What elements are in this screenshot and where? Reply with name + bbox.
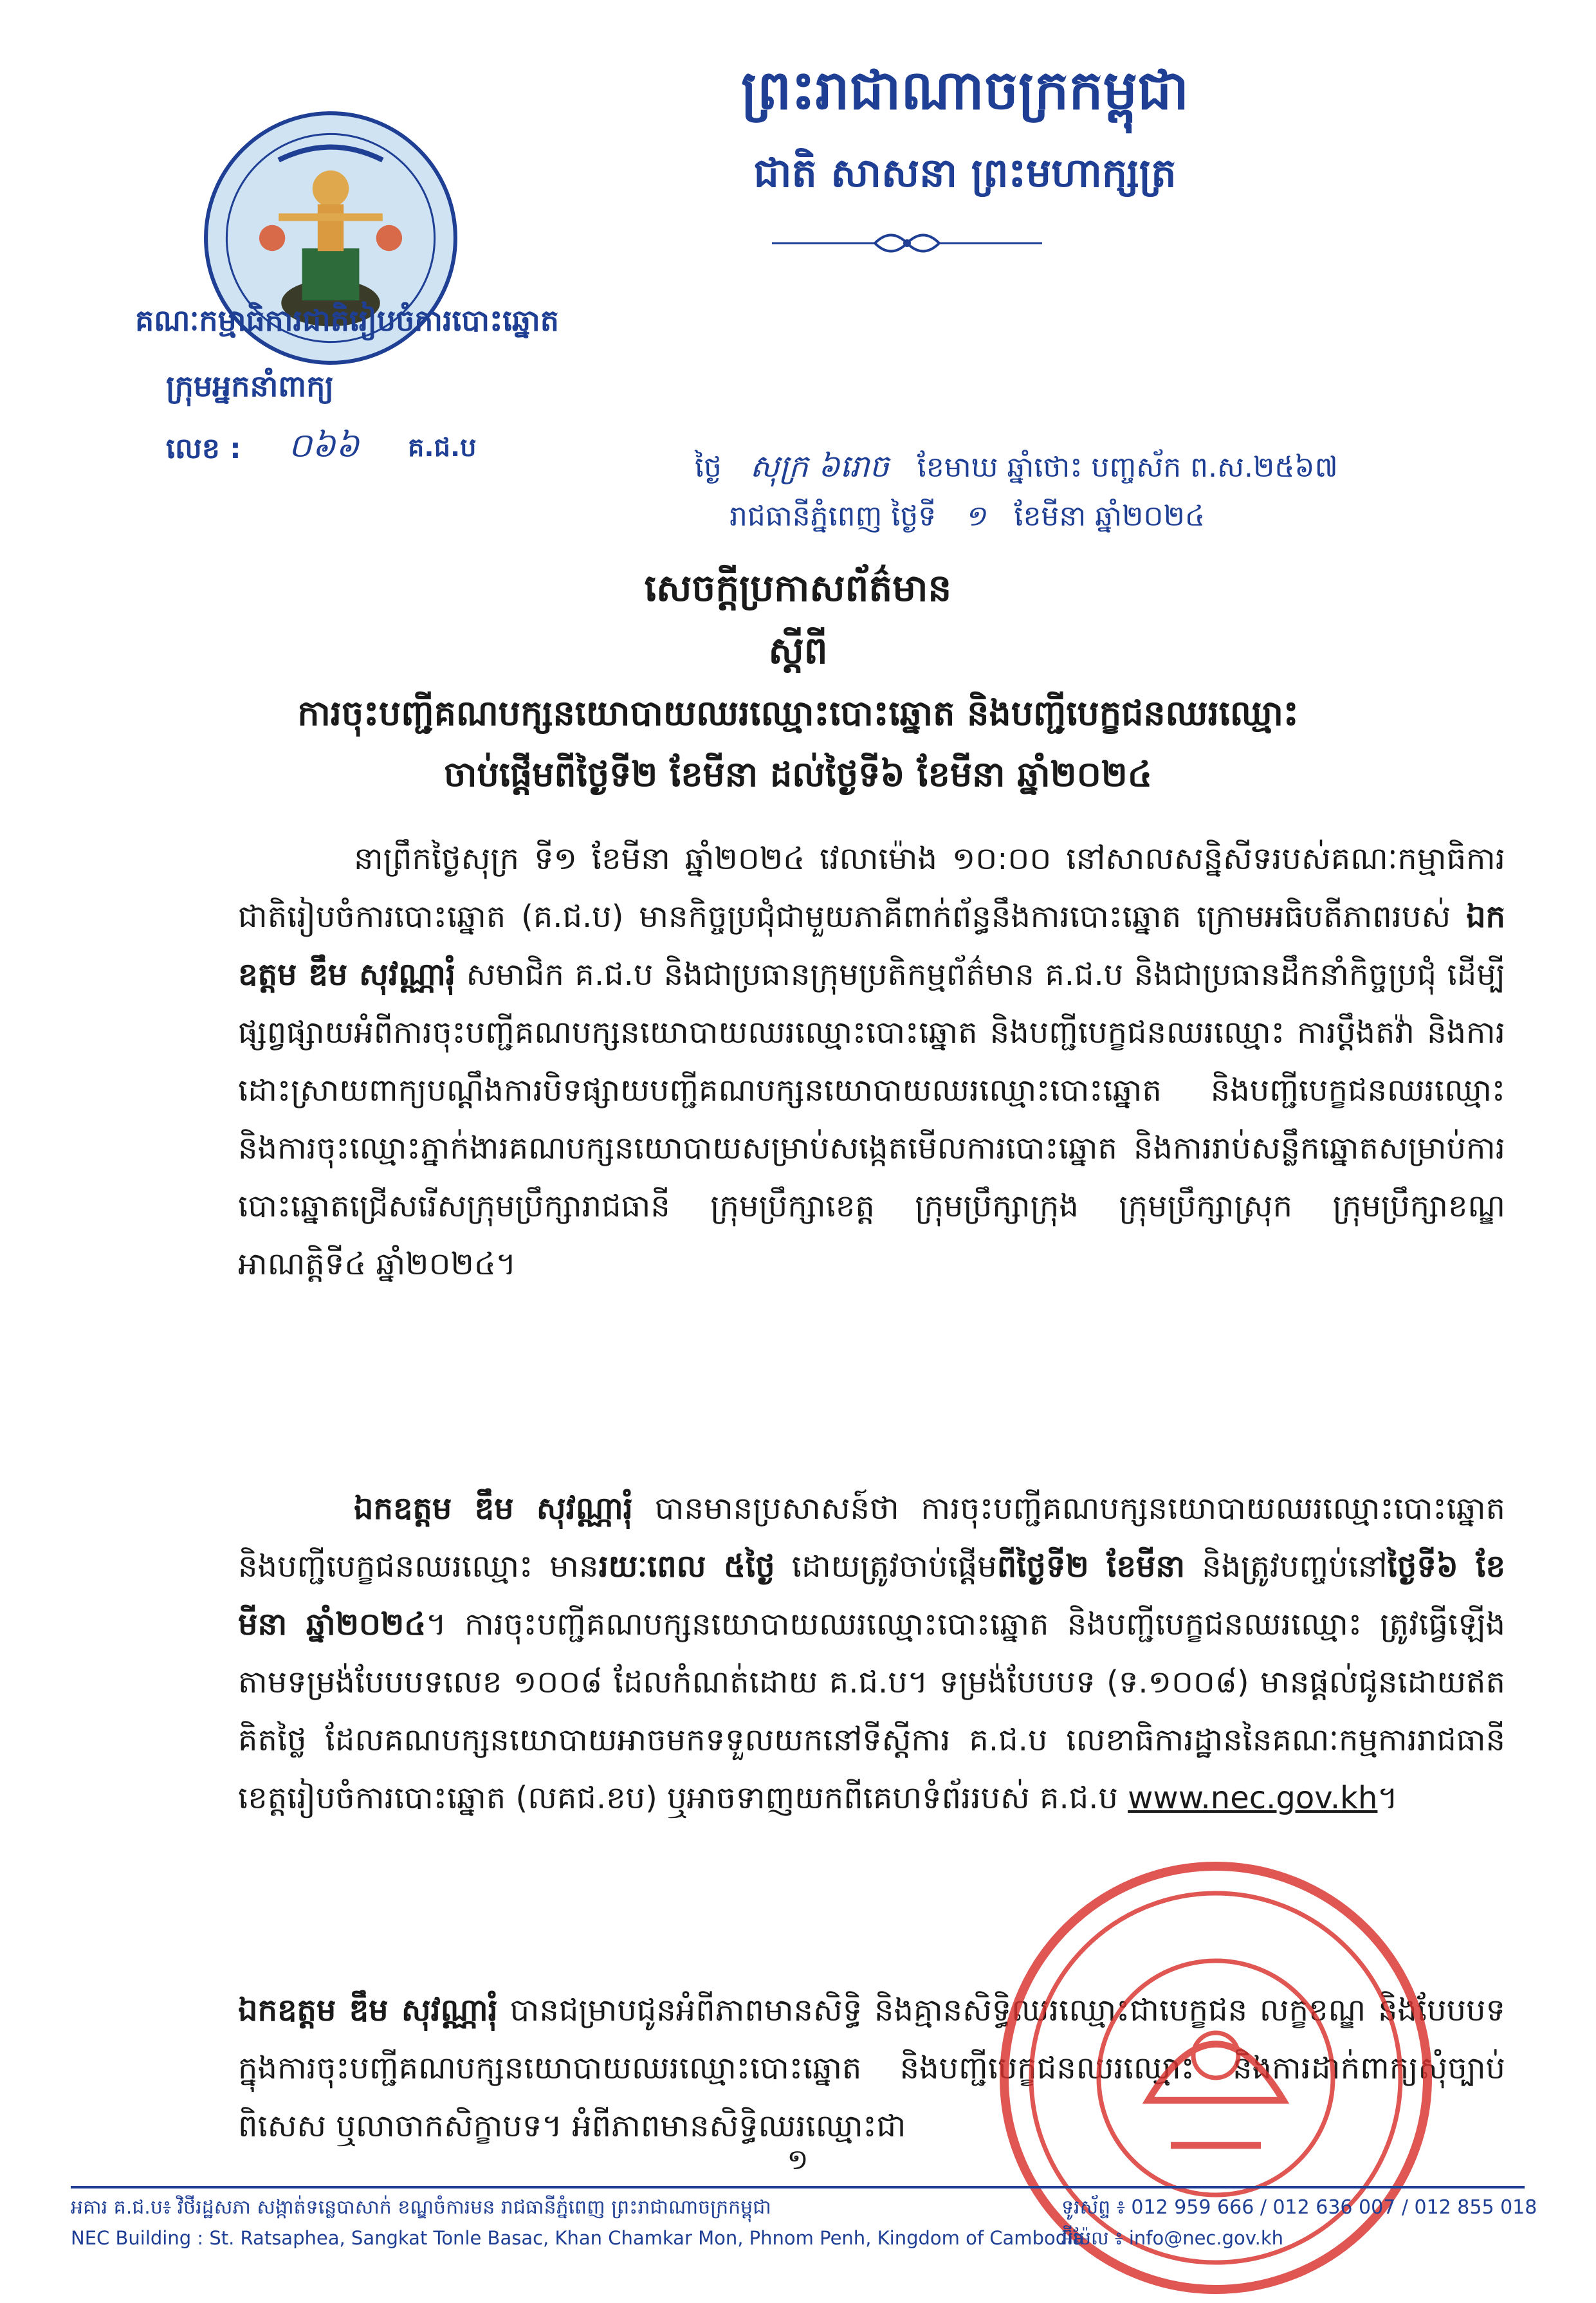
reference-label: លេខ :	[166, 432, 241, 465]
page-number: ១	[787, 2143, 809, 2176]
paragraph-1	[238, 830, 1505, 1293]
lunar-date-prefix: ថ្ងៃ	[695, 451, 722, 484]
p1-rest: សមាជិក គ.ជ.ប និងជាប្រធានក្រុមប្រតិកម្មព័ត៌មាន គ.ជ.ប និងជាប្រធានដឹកនាំកិច្ចប្រជុំ ដើម្បីផ្សព្វផ្សាយអំពីការចុះបញ្ជីគណបក្សនយោបាយឈរឈ្មោះបោះឆ្នោត និងបញ្ជីបេក្ខជនឈរឈ្មោះ ការប្តឹងតវ៉ា និងការដោះស្រាយពាក្យបណ្តឹងការបិទផ្សាយបញ្ជីគណបក្សនយោបាយឈរឈ្មោះបោះឆ្នោត និងបញ្ជីបេក្ខជនឈរឈ្មោះ និងការចុះឈ្មោះភ្នាក់ងារគណបក្សនយោបាយសម្រាប់សង្កេតមើលការបោះឆ្នោត និងការរាប់សន្លឹកឆ្នោតសម្រាប់ការបោះឆ្នោតជ្រើសរើសក្រុមប្រឹក្សារាជធានី ក្រុមប្រឹក្សាខេត្ត ក្រុមប្រឹក្សាក្រុង ក្រុមប្រឹក្សាស្រុក ក្រុមប្រឹក្សាខណ្ឌ អាណត្តិទី៤ ឆ្នាំ២០២៤។	[238, 957, 1505, 1282]
department-name: ក្រុមអ្នកនាំពាក្យ	[166, 369, 334, 403]
footer-email: អ៊ីម៉ែល ៖ info@nec.gov.kh	[1061, 2227, 1284, 2249]
p2-bold-end: ថ្ងៃទី៦ ខែមីនា ឆ្នាំ២០២៤	[238, 1548, 1505, 1642]
nec-website-link[interactable]: www.nec.gov.kh	[1128, 1780, 1378, 1816]
reference-number: ០៦៦	[288, 427, 360, 465]
footer-phone: ទូរស័ព្ទ ៖ 012 959 666 / 012 636 007 / 012 855 018	[1061, 2196, 1537, 2219]
reference-code: គ.ជ.ប	[408, 433, 477, 463]
paragraph-2	[238, 1480, 1505, 1827]
kingdom-heading: ព្រះរាជាណាចក្រកម្ពុជា	[740, 58, 1189, 122]
p1-bold-name: ឯកឧត្តម ឌឹម សុវណ្ណារុំ	[238, 899, 1505, 993]
title-about: ស្តីពី	[768, 629, 828, 672]
ornament-divider-icon	[766, 224, 1049, 262]
p2-bold-duration: រយៈពេល ៥ថ្ងៃ	[598, 1548, 775, 1584]
footer-address-en: NEC Building : St. Ratsaphea, Sangkat Tonle Basac, Khan Chamkar Mon, Phnom Penh, Kingdom of Cambodia	[71, 2227, 1084, 2249]
p2-text-b: ដោយត្រូវចាប់ផ្តើម	[791, 1548, 997, 1584]
organization-name: គណៈកម្មាធិការជាតិរៀបចំការបោះឆ្នោត	[135, 303, 559, 338]
p3-rest: បានជម្រាបជូនអំពីភាពមានសិទ្ធិ និងគ្មានសិទ្ធិឈរឈ្មោះជាបេក្ខជន លក្ខខណ្ឌ និងបែបបទក្នុងការចុះបញ្ជីគណបក្សនយោបាយឈរឈ្មោះបោះឆ្នោត និងបញ្ជីបេក្ខជនឈរឈ្មោះ និងការដាក់ពាក្យសុំច្បាប់ពិសេស ឬលាចាកសិក្ខាបទ។ អំពីភាពមានសិទ្ធិឈរឈ្មោះជា	[238, 1992, 1505, 2144]
lunar-date-suffix: ខែមាឃ ឆ្នាំថោះ បញ្ចស័ក ព.ស.២៥៦៧	[917, 451, 1338, 484]
title-subject: ការចុះបញ្ជីគណបក្សនយោបាយឈរឈ្មោះបោះឆ្នោត និងបញ្ជីបេក្ខជនឈរឈ្មោះ	[297, 692, 1299, 733]
solar-date-prefix: រាជធានីភ្នំពេញ ថ្ងៃទី	[729, 500, 937, 533]
p1-text: នាព្រឹកថ្ងៃសុក្រ ទី១ ខែមីនា ឆ្នាំ២០២៤ វេលាម៉ោង ១០:០០ នៅសាលសន្និសីទរបស់គណៈកម្មាធិការជាតិរៀបចំការបោះឆ្នោត (គ.ជ.ប) មានកិច្ចប្រជុំជាមួយភាគីពាក់ព័ន្ធនឹងការបោះឆ្នោត ក្រោមអធិបតីភាពរបស់	[238, 841, 1505, 935]
p2-end: ។	[1377, 1780, 1399, 1816]
p3-bold-name: ឯកឧត្តម ឌឹម សុវណ្ណារុំ	[238, 1992, 498, 2028]
footer-divider	[71, 2186, 1525, 2188]
title-period: ចាប់ផ្តើមពីថ្ងៃទី២ ខែមីនា ដល់ថ្ងៃទី៦ ខែមីនា ឆ្នាំ២០២៤	[444, 753, 1152, 794]
p2-text-c: និងត្រូវបញ្ចប់នៅ	[1202, 1548, 1388, 1584]
p2-bold-start: ពីថ្ងៃទី២ ខែមីនា	[996, 1548, 1186, 1584]
solar-date-suffix: ខែមីនា ឆ្នាំ២០២៤	[1014, 500, 1206, 533]
p2-bold-name: ឯកឧត្តម ឌឹម សុវណ្ណារុំ	[354, 1491, 633, 1527]
document-title: សេចក្តីប្រកាសព័ត៌មាន	[644, 566, 952, 610]
solar-date	[729, 499, 1501, 540]
lunar-date-handwritten: សុក្រ ៦រោច	[749, 448, 889, 484]
footer-address-kh: អគារ គ.ជ.ប៖ វិថីរដ្ឋសភា សង្កាត់ទន្លេបាសាក់ ខណ្ឌចំការមន រាជធានីភ្នំពេញ ព្រះរាជាណាចក្រកម្ពុជា	[71, 2196, 771, 2219]
lunar-date	[695, 447, 1492, 492]
p2-text-d: ។ ការចុះបញ្ជីគណបក្សនយោបាយឈរឈ្មោះបោះឆ្នោត និងបញ្ជីបេក្ខជនឈរឈ្មោះ ត្រូវធ្វើឡើងតាមទម្រង់បែបបទលេខ ១០០៨ ដែលកំណត់ដោយ គ.ជ.ប។ ទម្រង់បែបបទ (ទ.១០០៨) មានផ្តល់ជូនដោយឥតគិតថ្លៃ ដែលគណបក្សនយោបាយអាចមកទទួលយកនៅទីស្តីការ គ.ជ.ប លេខាធិការដ្ឋាននៃគណៈកម្មការរាជធានី ខេត្តរៀបចំការបោះឆ្នោត (លគជ.ខប) ឬអាចទាញយកពីគេហទំព័ររបស់ គ.ជ.ប	[238, 1606, 1505, 1816]
p2-text-a: បានមានប្រសាសន៍ថា ការចុះបញ្ជីគណបក្សនយោបាយឈរឈ្មោះបោះឆ្នោត និងបញ្ជីបេក្ខជនឈរឈ្មោះ មាន	[238, 1491, 1505, 1584]
national-motto: ជាតិ សាសនា ព្រះមហាក្សត្រ	[753, 149, 1177, 196]
solar-date-day: ១	[964, 500, 986, 533]
